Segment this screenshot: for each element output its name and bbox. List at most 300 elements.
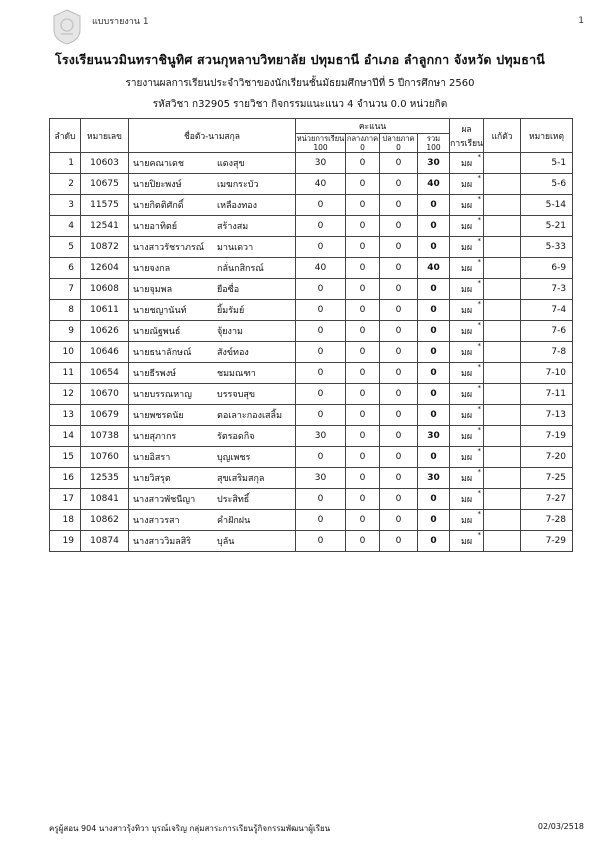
row-no: 1	[50, 153, 81, 174]
midterm-score: 0	[346, 426, 380, 447]
result-grade: มผ	[460, 180, 473, 190]
row-no: 4	[50, 216, 81, 237]
result-mark: *	[477, 510, 482, 518]
unit-score: 0	[296, 531, 346, 552]
total-score: 0	[418, 447, 450, 468]
student-name	[129, 300, 296, 321]
midterm-score: 0	[346, 300, 380, 321]
row-no: 8	[50, 300, 81, 321]
first-name: นางสาวรัชราภรณ์	[133, 243, 205, 253]
midterm-score: 0	[346, 489, 380, 510]
row-note: 7-11	[521, 384, 573, 405]
table-row	[50, 426, 573, 447]
unit-score: 30	[296, 468, 346, 489]
unit-score: 0	[296, 363, 346, 384]
row-no: 5	[50, 237, 81, 258]
first-name: นายบรรณหาญ	[133, 390, 192, 400]
table-row	[50, 237, 573, 258]
last-name: เมฆกระบัว	[217, 180, 259, 190]
result-cell	[450, 510, 484, 531]
midterm-score: 0	[346, 195, 380, 216]
result-mark: *	[477, 363, 482, 371]
unit-score: 40	[296, 258, 346, 279]
student-id: 10874	[81, 531, 129, 552]
row-no: 16	[50, 468, 81, 489]
result-cell	[450, 447, 484, 468]
result-mark: *	[477, 237, 482, 245]
student-id: 10872	[81, 237, 129, 258]
row-no: 6	[50, 258, 81, 279]
result-grade: มผ	[460, 201, 473, 211]
form-label: แบบรายงาน 1	[92, 17, 149, 27]
student-name	[129, 447, 296, 468]
unit-score: 0	[296, 510, 346, 531]
result-mark: *	[477, 468, 482, 476]
fix-cell	[484, 510, 521, 531]
total-score: 40	[418, 174, 450, 195]
unit-score: 0	[296, 321, 346, 342]
result-mark: *	[477, 426, 482, 434]
final-score: 0	[380, 321, 418, 342]
final-score: 0	[380, 405, 418, 426]
result-grade: มผ	[460, 327, 473, 337]
result-grade: มผ	[460, 516, 473, 526]
table-row	[50, 153, 573, 174]
row-no: 12	[50, 384, 81, 405]
fix-cell	[484, 300, 521, 321]
unit-score: 40	[296, 174, 346, 195]
student-name	[129, 426, 296, 447]
result-grade: มผ	[460, 411, 473, 421]
report-subtitle: รายงานผลการเรียนประจำวิชาของนักเรียนชั้นมัธยมศึกษาปีที่ 5 ปีการศึกษา 2560	[125, 78, 475, 89]
course-subtitle: รหัสวิชา ก32905 รายวิชา กิจกรรมแนะแนว 4 จำนวน 0.0 หน่วยกิต	[152, 99, 448, 110]
table-row	[50, 174, 573, 195]
total-score: 0	[418, 195, 450, 216]
student-name	[129, 363, 296, 384]
col-header-result	[450, 119, 484, 153]
total-score: 0	[418, 405, 450, 426]
student-id: 10646	[81, 342, 129, 363]
result-cell	[450, 153, 484, 174]
first-name: นางสาววิมลสิริ	[133, 537, 192, 547]
school-title: โรงเรียนนวมินทราชินูทิศ สวนกุหลาบวิทยาลัย ปทุมธานี อำเภอ ลำลูกกา จังหวัด ปทุมธานี	[54, 52, 546, 67]
result-cell	[450, 384, 484, 405]
result-cell	[450, 279, 484, 300]
student-id: 10608	[81, 279, 129, 300]
total-score: 30	[418, 468, 450, 489]
table-row	[50, 300, 573, 321]
final-label: ปลายภาค	[382, 134, 415, 143]
student-name	[129, 384, 296, 405]
result-cell	[450, 489, 484, 510]
student-id: 12541	[81, 216, 129, 237]
final-score: 0	[380, 237, 418, 258]
total-score: 0	[418, 300, 450, 321]
unit-score: 0	[296, 237, 346, 258]
row-note: 5-1	[521, 153, 573, 174]
midterm-label: กลางภาค	[346, 134, 379, 143]
student-id: 10603	[81, 153, 129, 174]
col-header-scores: คะแนน	[296, 119, 450, 134]
table-row	[50, 447, 573, 468]
row-no: 7	[50, 279, 81, 300]
row-no: 15	[50, 447, 81, 468]
last-name: มานเดวา	[217, 243, 254, 253]
table-row	[50, 342, 573, 363]
midterm-score: 0	[346, 468, 380, 489]
first-name: นายณัฐพนธ์	[133, 327, 181, 337]
total-score: 0	[418, 237, 450, 258]
total-score: 30	[418, 153, 450, 174]
result-cell	[450, 321, 484, 342]
result-grade: มผ	[460, 222, 473, 232]
final-score: 0	[380, 195, 418, 216]
student-name	[129, 468, 296, 489]
student-name	[129, 195, 296, 216]
midterm-score: 0	[346, 174, 380, 195]
last-name: แดงสุข	[217, 159, 245, 169]
unit-score: 0	[296, 447, 346, 468]
final-score: 0	[380, 510, 418, 531]
total-score: 40	[418, 258, 450, 279]
fix-cell	[484, 321, 521, 342]
table-row	[50, 216, 573, 237]
first-name: นายธีรพงษ์	[133, 369, 177, 379]
final-score: 0	[380, 468, 418, 489]
first-name: นายคณาเดช	[133, 159, 184, 169]
result-mark: *	[477, 321, 482, 329]
student-name	[129, 321, 296, 342]
col-header-note: หมายเหตุ	[521, 119, 573, 153]
final-score: 0	[380, 447, 418, 468]
table-row	[50, 384, 573, 405]
total-max: 100	[426, 143, 441, 152]
student-name	[129, 489, 296, 510]
fix-cell	[484, 216, 521, 237]
row-note: 7-8	[521, 342, 573, 363]
row-note: 7-27	[521, 489, 573, 510]
fix-cell	[484, 531, 521, 552]
result-grade: มผ	[460, 348, 473, 358]
row-note: 5-33	[521, 237, 573, 258]
row-no: 9	[50, 321, 81, 342]
final-score: 0	[380, 153, 418, 174]
row-note: 5-6	[521, 174, 573, 195]
last-name: ชมมณฑา	[217, 369, 256, 379]
result-cell	[450, 216, 484, 237]
col-header-id: หมายเลข	[81, 119, 129, 153]
result-mark: *	[477, 489, 482, 497]
result-grade: มผ	[460, 264, 473, 274]
student-id: 10841	[81, 489, 129, 510]
fix-cell	[484, 342, 521, 363]
student-id: 10738	[81, 426, 129, 447]
result-mark: *	[477, 216, 482, 224]
row-note: 5-14	[521, 195, 573, 216]
col-header-no: ลำดับ	[50, 119, 81, 153]
unit-score: 0	[296, 279, 346, 300]
unit-score: 30	[296, 426, 346, 447]
first-name: นางสาวรสา	[133, 516, 180, 526]
last-name: บุญเพชร	[217, 453, 251, 463]
fix-cell	[484, 384, 521, 405]
fix-cell	[484, 237, 521, 258]
teacher-footer: ครูผู้สอน 904 นางสาวรุ้งทิวา บุรณ์เจริญ กลุ่มสาระการเรียนรู้กิจกรรมพัฒนาผู้เรียน	[49, 824, 331, 833]
fix-cell	[484, 279, 521, 300]
last-name: บุลัน	[217, 537, 235, 547]
first-name: นายจงกล	[133, 264, 171, 274]
total-score: 0	[418, 321, 450, 342]
result-cell	[450, 174, 484, 195]
row-note: 7-29	[521, 531, 573, 552]
table-row	[50, 489, 573, 510]
row-note: 6-9	[521, 258, 573, 279]
first-name: นายอิสรา	[133, 453, 171, 463]
fix-cell	[484, 174, 521, 195]
result-grade: มผ	[460, 285, 473, 295]
col-header-total	[418, 134, 450, 153]
student-name	[129, 237, 296, 258]
first-name: นายสุภากร	[133, 432, 177, 442]
row-note: 7-19	[521, 426, 573, 447]
result-grade: มผ	[460, 369, 473, 379]
page-number: 1	[578, 16, 584, 26]
result-cell	[450, 237, 484, 258]
student-name	[129, 216, 296, 237]
student-id: 11575	[81, 195, 129, 216]
student-id: 10626	[81, 321, 129, 342]
student-name	[129, 153, 296, 174]
student-name	[129, 279, 296, 300]
result-cell	[450, 405, 484, 426]
total-score: 0	[418, 489, 450, 510]
first-name: นายปิยะพงษ์	[133, 180, 182, 190]
row-note: 7-3	[521, 279, 573, 300]
unit-score: 30	[296, 153, 346, 174]
row-no: 18	[50, 510, 81, 531]
row-note: 7-10	[521, 363, 573, 384]
total-label: รวม	[426, 134, 441, 143]
final-score: 0	[380, 363, 418, 384]
student-id: 12604	[81, 258, 129, 279]
midterm-max: 0	[360, 143, 365, 152]
unit-label: หน่วยการเรียน	[296, 134, 345, 143]
row-no: 11	[50, 363, 81, 384]
final-score: 0	[380, 489, 418, 510]
total-score: 0	[418, 384, 450, 405]
first-name: นายอาทิตย์	[133, 222, 177, 232]
last-name: ประสิทธิ์	[217, 495, 250, 505]
row-note: 7-25	[521, 468, 573, 489]
final-score: 0	[380, 531, 418, 552]
student-name	[129, 405, 296, 426]
result-mark: *	[477, 384, 482, 392]
student-id: 10760	[81, 447, 129, 468]
last-name: รัตรอดกิจ	[217, 432, 255, 442]
unit-score: 0	[296, 489, 346, 510]
result-cell	[450, 531, 484, 552]
row-note: 7-4	[521, 300, 573, 321]
result-cell	[450, 342, 484, 363]
table-row	[50, 195, 573, 216]
midterm-score: 0	[346, 321, 380, 342]
result-mark: *	[477, 531, 482, 539]
fix-cell	[484, 447, 521, 468]
result-grade: มผ	[460, 432, 473, 442]
row-note: 5-21	[521, 216, 573, 237]
student-name	[129, 174, 296, 195]
first-name: นางสาวพัชนีญา	[133, 495, 196, 505]
fix-cell	[484, 426, 521, 447]
student-name	[129, 258, 296, 279]
result-cell	[450, 468, 484, 489]
final-score: 0	[380, 384, 418, 405]
result-grade: มผ	[460, 390, 473, 400]
row-no: 10	[50, 342, 81, 363]
print-date: 02/03/2518	[537, 822, 584, 831]
row-no: 2	[50, 174, 81, 195]
table-row	[50, 321, 573, 342]
first-name: นายพชรดนัย	[133, 411, 184, 421]
midterm-score: 0	[346, 405, 380, 426]
student-name	[129, 531, 296, 552]
result-grade: มผ	[460, 474, 473, 484]
table-row	[50, 531, 573, 552]
row-no: 19	[50, 531, 81, 552]
student-id: 12535	[81, 468, 129, 489]
result-mark: *	[477, 153, 482, 161]
last-name: บรรจบสุข	[217, 390, 256, 400]
fix-cell	[484, 258, 521, 279]
fix-cell	[484, 153, 521, 174]
row-no: 3	[50, 195, 81, 216]
row-note: 7-6	[521, 321, 573, 342]
col-header-fix: แก้ตัว	[484, 119, 521, 153]
final-score: 0	[380, 426, 418, 447]
first-name: นายกิตติศักดิ์	[133, 201, 184, 211]
last-name: กลั่นกสิกรณ์	[217, 264, 264, 274]
midterm-score: 0	[346, 237, 380, 258]
midterm-score: 0	[346, 216, 380, 237]
fix-cell	[484, 363, 521, 384]
unit-score: 0	[296, 195, 346, 216]
last-name: ตอเลาะกองเสลิ้ม	[217, 411, 282, 421]
midterm-score: 0	[346, 258, 380, 279]
fix-cell	[484, 195, 521, 216]
first-name: นายธนาลักษณ์	[133, 348, 192, 358]
col-header-final	[380, 134, 418, 153]
last-name: ยิ้มรัมย์	[217, 306, 245, 316]
final-score: 0	[380, 174, 418, 195]
midterm-score: 0	[346, 363, 380, 384]
unit-score: 0	[296, 405, 346, 426]
result-mark: *	[477, 279, 482, 287]
result-grade: มผ	[460, 537, 473, 547]
final-max: 0	[396, 143, 401, 152]
col-header-unit	[296, 134, 346, 153]
result-header-line1: ผล	[461, 124, 472, 135]
result-cell	[450, 195, 484, 216]
midterm-score: 0	[346, 510, 380, 531]
row-no: 13	[50, 405, 81, 426]
first-name: นายวิสรุต	[133, 474, 171, 484]
student-id: 10654	[81, 363, 129, 384]
grades-table	[49, 118, 573, 552]
first-name: นายจุมพล	[133, 285, 173, 295]
student-id: 10862	[81, 510, 129, 531]
table-row	[50, 363, 573, 384]
last-name: คำฝักฝน	[217, 516, 251, 526]
table-row	[50, 468, 573, 489]
student-id: 10670	[81, 384, 129, 405]
midterm-score: 0	[346, 531, 380, 552]
result-mark: *	[477, 174, 482, 182]
row-no: 14	[50, 426, 81, 447]
midterm-score: 0	[346, 342, 380, 363]
result-mark: *	[477, 195, 482, 203]
unit-score: 0	[296, 342, 346, 363]
total-score: 0	[418, 363, 450, 384]
student-id: 10611	[81, 300, 129, 321]
total-score: 30	[418, 426, 450, 447]
table-row	[50, 405, 573, 426]
result-cell	[450, 426, 484, 447]
final-score: 0	[380, 300, 418, 321]
result-grade: มผ	[460, 159, 473, 169]
table-row	[50, 510, 573, 531]
final-score: 0	[380, 342, 418, 363]
result-mark: *	[477, 300, 482, 308]
col-header-midterm	[346, 134, 380, 153]
result-header-line2: การเรียน	[450, 138, 483, 149]
result-mark: *	[477, 447, 482, 455]
last-name: สร้างสม	[217, 222, 249, 232]
total-score: 0	[418, 531, 450, 552]
result-mark: *	[477, 405, 482, 413]
last-name: จุ้ยงาม	[217, 327, 243, 337]
midterm-score: 0	[346, 447, 380, 468]
midterm-score: 0	[346, 384, 380, 405]
fix-cell	[484, 468, 521, 489]
row-no: 17	[50, 489, 81, 510]
total-score: 0	[418, 510, 450, 531]
result-grade: มผ	[460, 243, 473, 253]
table-row	[50, 258, 573, 279]
unit-score: 0	[296, 384, 346, 405]
midterm-score: 0	[346, 279, 380, 300]
table-body	[50, 153, 573, 552]
unit-max: 100	[313, 143, 328, 152]
school-seal-icon	[50, 8, 84, 46]
total-score: 0	[418, 342, 450, 363]
unit-score: 0	[296, 300, 346, 321]
student-id: 10675	[81, 174, 129, 195]
midterm-score: 0	[346, 153, 380, 174]
col-header-name: ชื่อตัว-นามสกุล	[129, 119, 296, 153]
fix-cell	[484, 489, 521, 510]
last-name: เหลืองทอง	[217, 201, 258, 211]
last-name: ยือซื่อ	[217, 285, 240, 295]
result-mark: *	[477, 342, 482, 350]
fix-cell	[484, 405, 521, 426]
table-row	[50, 279, 573, 300]
student-name	[129, 342, 296, 363]
final-score: 0	[380, 258, 418, 279]
total-score: 0	[418, 279, 450, 300]
result-mark: *	[477, 258, 482, 266]
student-id: 10679	[81, 405, 129, 426]
last-name: สุขเสริมสกุล	[217, 474, 265, 484]
